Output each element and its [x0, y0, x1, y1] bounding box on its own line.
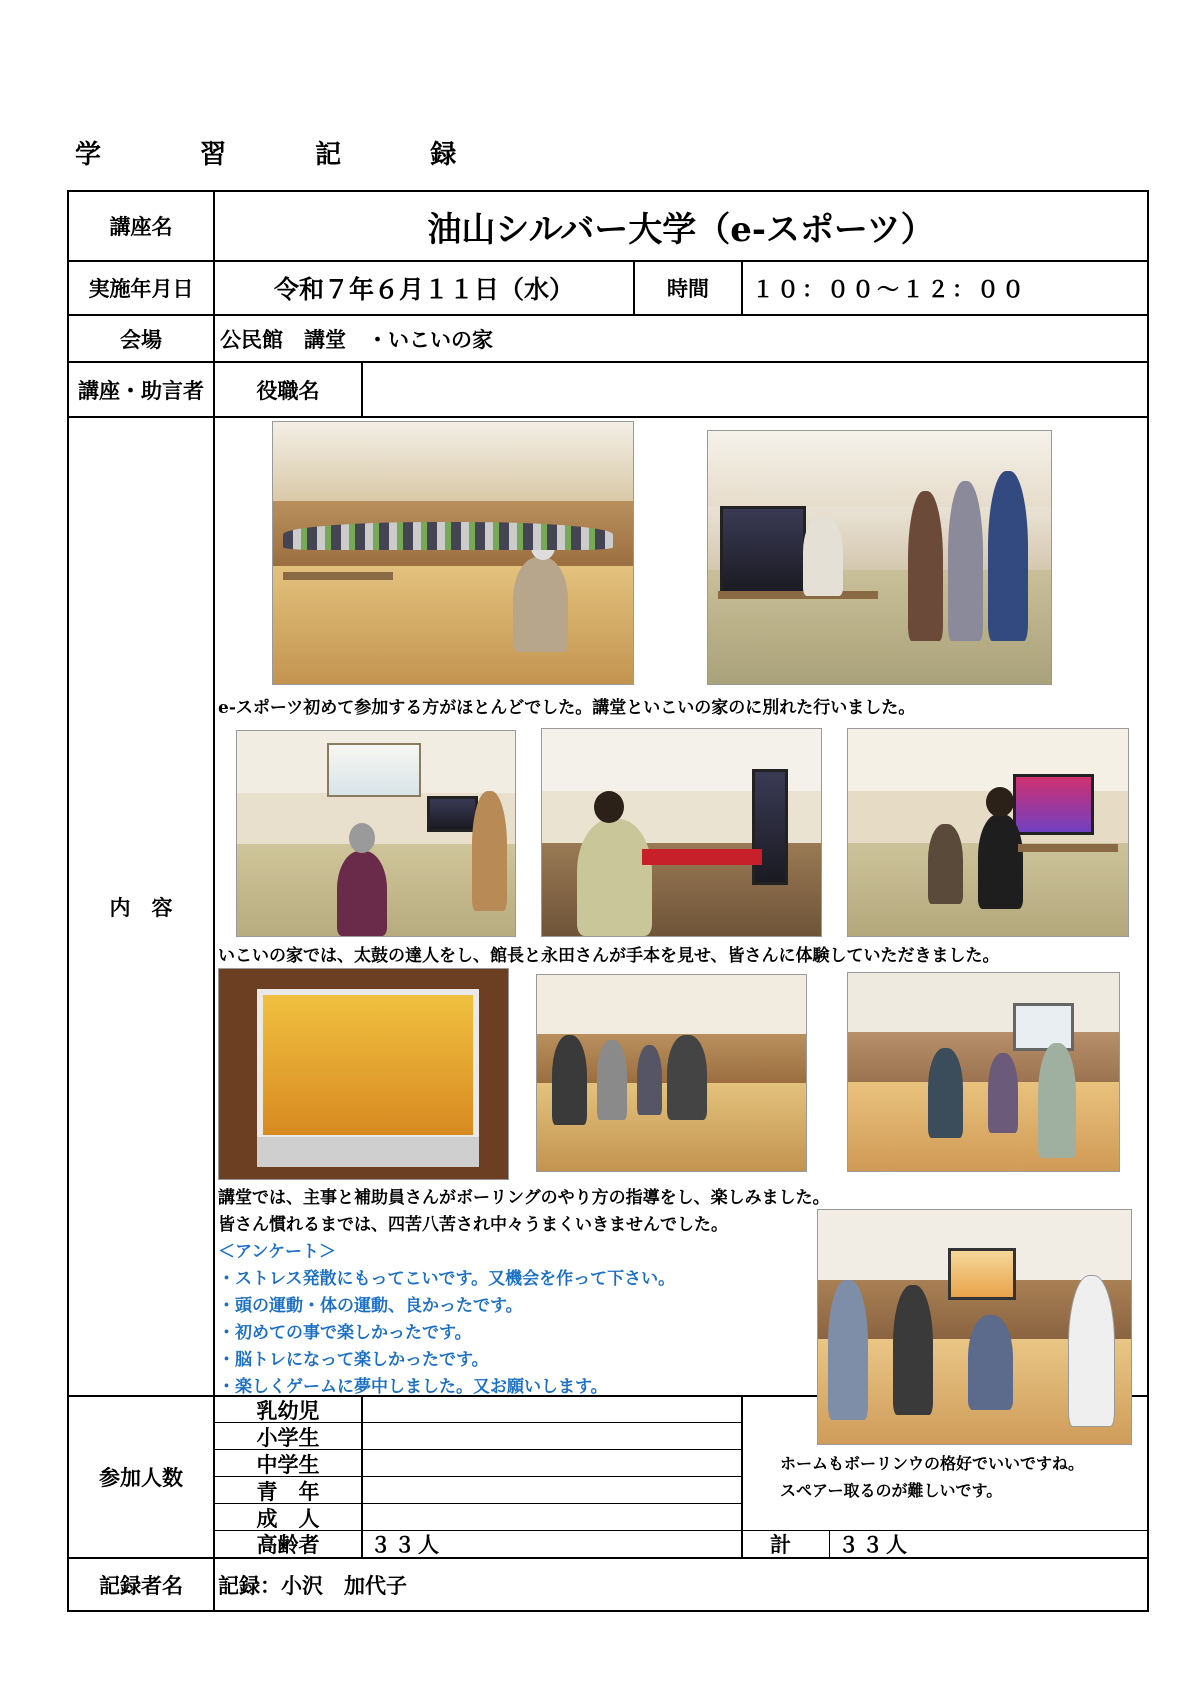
- participant-category: 成 人: [256, 1505, 320, 1531]
- photo-ikoi-3: [847, 728, 1129, 937]
- venue-label: 会場: [120, 326, 162, 352]
- venue-value: 公民館 講堂 ・いこいの家: [220, 326, 493, 352]
- survey-title: ＜アンケート＞: [218, 1242, 336, 1262]
- participant-count: ３３人: [370, 1532, 442, 1557]
- participant-count: [370, 1423, 730, 1450]
- caption-3a: 講堂では、主事と補助員さんがボーリングのやり方の指導をし、楽しみました。: [218, 1188, 830, 1208]
- photo-hall-bowling-2: [847, 972, 1120, 1172]
- recorder-value: 記録：小沢 加代子: [218, 1572, 407, 1598]
- time-label: 時間: [667, 276, 709, 301]
- document-title: [75, 134, 516, 171]
- caption-3b: 皆さん慣れるまでは、四苦八苦され中々うまくいきませんでした。: [218, 1215, 728, 1235]
- title-char: 習: [200, 140, 227, 170]
- participant-category: 乳幼児: [256, 1397, 320, 1423]
- survey-item: ・初めての事で楽しかったです。: [218, 1323, 472, 1343]
- title-char: 学: [75, 140, 102, 170]
- photo-note-1: ホームもボーリンウの格好でいいですね。: [780, 1454, 1085, 1473]
- survey-item: ・頭の運動・体の運動、良かったです。: [218, 1296, 523, 1316]
- title-char: 録: [430, 140, 457, 170]
- survey-item: ・脳トレになって楽しかったです。: [218, 1350, 489, 1370]
- photo-ikoi-2: [541, 728, 822, 937]
- date-value: 令和７年６月１１日（水）: [273, 275, 574, 304]
- course-name: 油山シルバー大学（e-スポーツ）: [427, 209, 935, 250]
- caption-2: いこいの家では、太鼓の達人をし、館長と永田さんが手本を見せ、皆さんに体験していただきました。: [218, 946, 1000, 966]
- participant-count: [370, 1477, 730, 1504]
- photo-taiko-room: [707, 430, 1052, 685]
- participants-label: 参加人数: [99, 1465, 183, 1490]
- participant-count: [370, 1396, 730, 1423]
- participant-category: 小学生: [256, 1424, 320, 1450]
- survey-item: ・楽しくゲームに夢中しました。又お願いします。: [218, 1377, 608, 1397]
- participant-count: [370, 1450, 730, 1477]
- photo-hall-seated: [272, 421, 634, 685]
- photo-ikoi-1: [236, 730, 516, 937]
- participant-category: 高齢者: [256, 1532, 320, 1557]
- participant-category: 青 年: [256, 1478, 320, 1504]
- photo-bowling-screen: [218, 968, 509, 1180]
- advisor-label: 講座・助言者: [78, 377, 204, 403]
- participant-count: [370, 1504, 730, 1531]
- survey-item: ・ストレス発散にもってこいです。又機会を作って下さい。: [218, 1269, 676, 1289]
- total-value: ３３人: [838, 1532, 910, 1557]
- photo-bowling-throw: [817, 1209, 1132, 1445]
- caption-1: e-スポーツ初めて参加する方がほとんどでした。講堂といこいの家のに別れた行いました。: [218, 698, 916, 718]
- position-label: 役職名: [256, 377, 320, 403]
- participant-category: 中学生: [256, 1451, 320, 1477]
- photo-hall-bowling-1: [536, 974, 807, 1172]
- recorder-label: 記録者名: [99, 1572, 183, 1598]
- course-label: 講座名: [109, 214, 173, 239]
- total-label: 計: [770, 1532, 791, 1557]
- photo-note-2: スペアー取るのが難しいです。: [780, 1481, 1003, 1500]
- content-label: 内 容: [109, 894, 173, 920]
- date-label: 実施年月日: [88, 276, 194, 301]
- time-value: １０：００～１２：００: [752, 276, 1028, 303]
- title-char: 記: [315, 140, 342, 170]
